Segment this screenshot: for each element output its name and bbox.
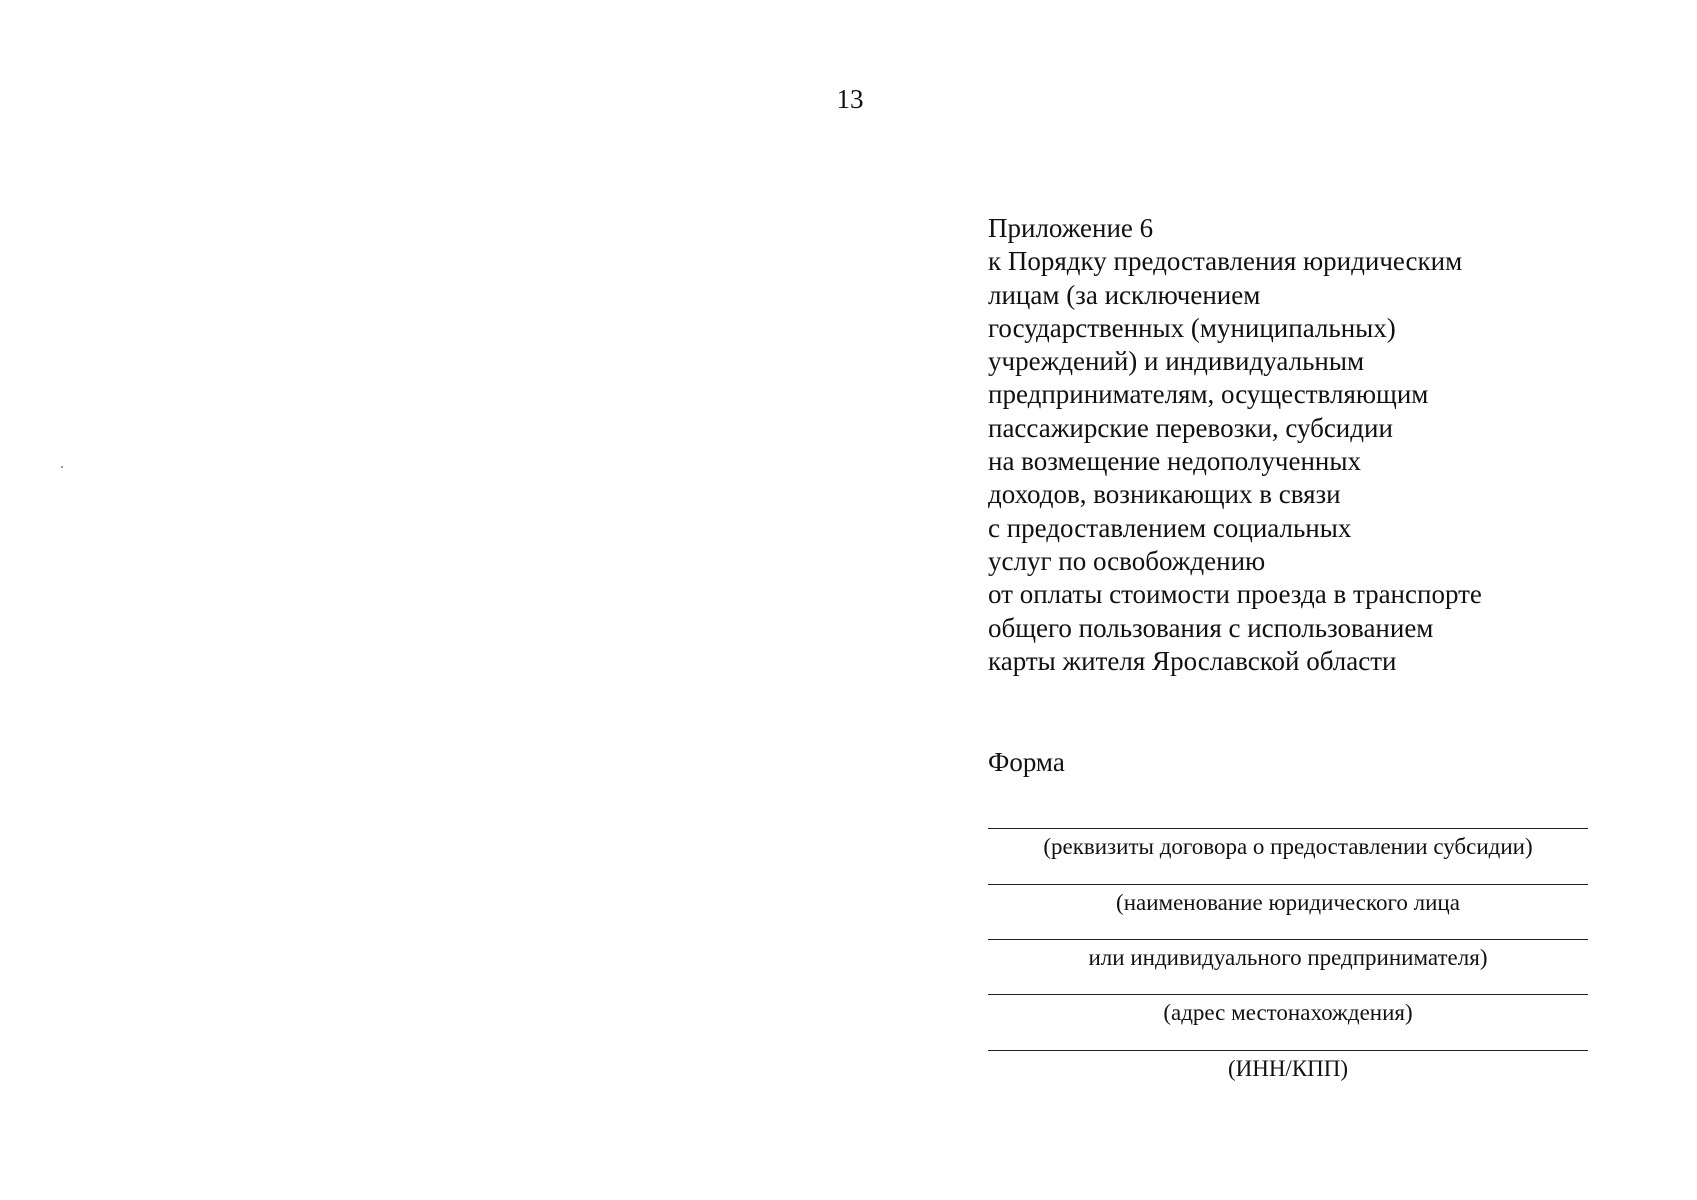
field-caption: (адрес местонахождения): [1163, 1000, 1413, 1025]
field-caption: (реквизиты договора о предоставлении субсидии): [1043, 834, 1533, 859]
appendix-line: от оплаты стоимости проезда в транспорте: [988, 579, 1482, 610]
fill-in-line: [988, 828, 1588, 829]
appendix-line: карты жителя Ярославской области: [988, 645, 1397, 676]
appendix-line: к Порядку предоставления юридическим: [988, 246, 1463, 277]
appendix-line: с предоставлением социальных: [988, 512, 1352, 543]
appendix-line: предпринимателям, осуществляющим: [988, 379, 1429, 410]
appendix-line: государственных (муниципальных): [988, 312, 1396, 343]
page-number: 13: [836, 84, 864, 114]
appendix-line: доходов, возникающих в связи: [988, 479, 1341, 510]
appendix-line: услуг по освобождению: [988, 545, 1266, 576]
appendix-heading: [988, 212, 1548, 678]
fill-in-line: [988, 884, 1588, 885]
address-field: [988, 994, 1588, 1048]
scan-speck: [61, 466, 63, 468]
legal-entity-name-field: [988, 884, 1588, 938]
appendix-line: общего пользования с использованием: [988, 612, 1434, 643]
contract-details-field: [988, 828, 1588, 882]
field-caption: или индивидуального предпринимателя): [1088, 945, 1488, 970]
fill-in-line: [988, 939, 1588, 940]
appendix-line: учреждений) и индивидуальным: [988, 346, 1365, 377]
appendix-line: на возмещение недополученных: [988, 446, 1361, 477]
entrepreneur-name-field: [988, 939, 1588, 993]
inn-kpp-field: [988, 1050, 1588, 1104]
appendix-line: пассажирские перевозки, субсидии: [988, 412, 1393, 443]
field-caption: (ИНН/КПП): [1227, 1056, 1349, 1081]
appendix-line: Приложение 6: [988, 213, 1154, 243]
appendix-line: лицам (за исключением: [988, 279, 1261, 310]
form-label: Форма: [988, 747, 1065, 777]
fill-in-line: [988, 994, 1588, 995]
fill-in-line: [988, 1050, 1588, 1051]
field-caption: (наименование юридического лица: [1116, 890, 1460, 915]
